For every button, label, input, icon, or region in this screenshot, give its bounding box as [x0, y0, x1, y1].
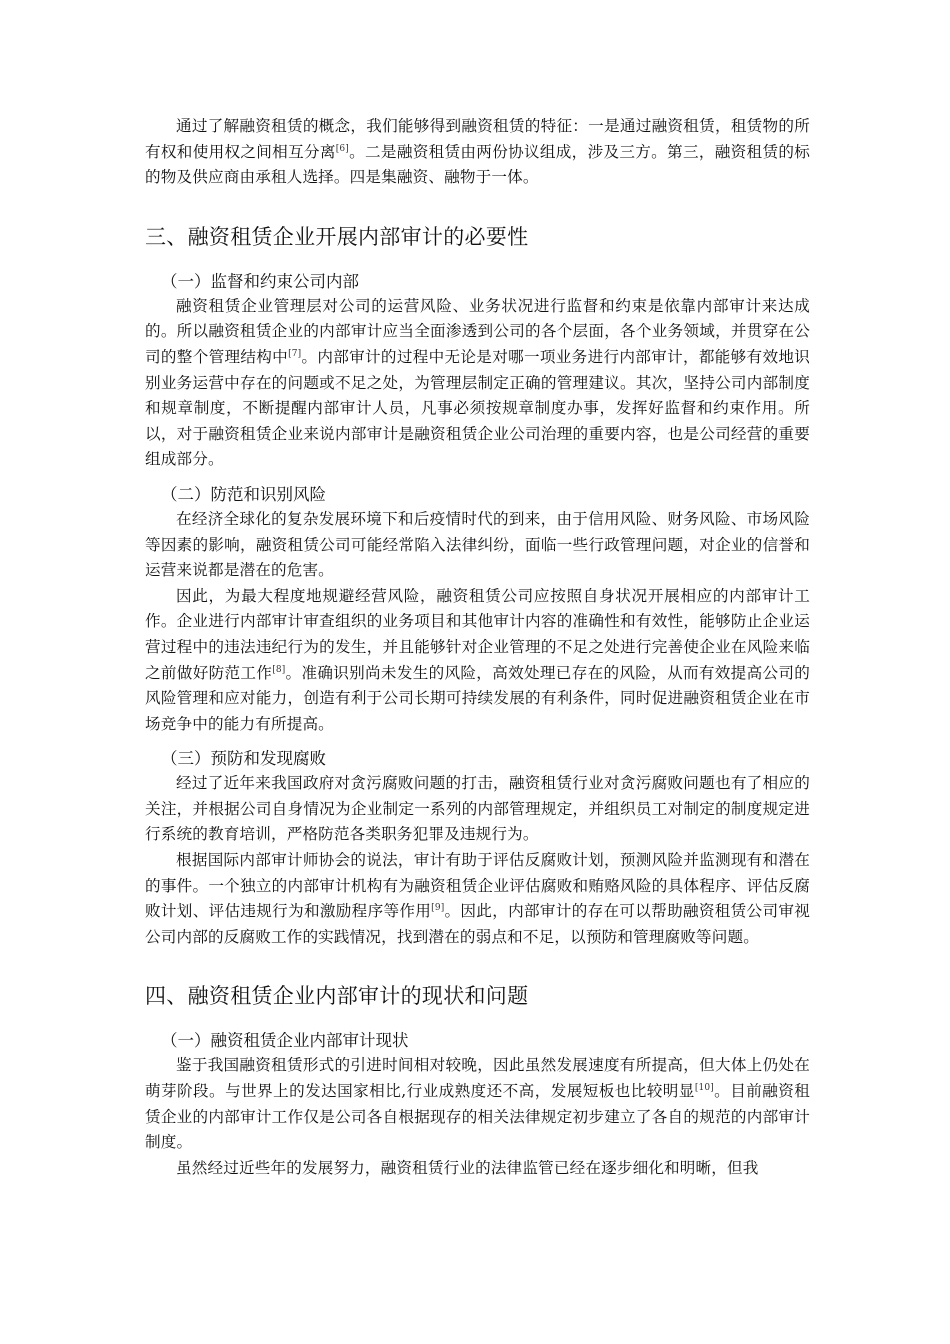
text-run: 融资租赁企业管理层对公司的运营风险、业务状况进行监督和约束是依靠内部审计来达成的。所以融资租赁企业的内部审计应当全面渗透到公司的各个层面，各个业务领域，并贯穿在公司的整个管理结构中 [145, 296, 810, 366]
body-paragraph: 经过了近年来我国政府对贪污腐败问题的打击，融资租赁行业对贪污腐败问题也有了相应的关注，并根据公司自身情况为企业制定一系列的内部管理规定，并组织员工对制定的制度规定进行系统的教育培训，严格防范各类职务犯罪及违规行为。 [145, 774, 810, 844]
subsection-heading: （三）预防和发现腐败 [161, 749, 326, 769]
text-run: 因此，为最大程度地规避经营风险，融资租赁公司应按照自身状况开展相应的内部审计工作。企业进行内部审计审查组织的业务项目和其他审计内容的准确性和有效性，能够防止企业运营过程中的违法违纪行为的发生，并且能够针对企业管理的不足之处进行完善使企业在风险来临之前做好防范工作 [145, 586, 810, 682]
body-paragraph [145, 848, 810, 950]
section-heading-4: 四、融资租赁企业内部审计的现状和问题 [145, 984, 529, 1009]
subsection-heading: （一）监督和约束公司内部 [161, 271, 359, 291]
text-run: 。准确识别尚未发生的风险，高效处理已存在的风险，从而有效提高公司的风险管理和应对能力，创造有利于公司长期可持续发展的有利条件，同时促进融资租赁企业在市场竞争中的能力有所提高。 [145, 663, 811, 733]
section-heading-3: 三、融资租赁企业开展内部审计的必要性 [145, 224, 529, 249]
citation-ref: [8] [272, 664, 286, 675]
text-run: 。因此，内部审计的存在可以帮助融资租赁公司审视公司内部的反腐败工作的实践情况，找到潜在的弱点和不足，以预防和管理腐败等问题。 [145, 902, 810, 946]
intro-paragraph [145, 114, 810, 191]
text-run: 。内部审计的过程中无论是对哪一项业务进行内部审计，都能够有效地识别业务运营中存在的问题或不足之处，为管理层制定正确的管理建议。其次，坚持公司内部制度和规章制度，不断提醒内部审计人员，凡事必须按规章制度办事，发挥好监督和约束作用。所以，对于融资租赁企业来说内部审计是融资租赁企业公司治理的重要内容，也是公司经营的重要组成部分。 [145, 347, 810, 469]
body-paragraph [145, 1053, 810, 1155]
text-run: 根据国际内部审计师协会的说法，审计有助于评估反腐败计划，预测风险并监测现有和潜在的事件。一个独立的内部审计机构有为融资租赁企业评估腐败和贿赂风险的具体程序、评估反腐败计划、评估违规行为和激励程序等作用 [145, 851, 810, 921]
text-run: 。二是融资租赁由两份协议组成，涉及三方。第三，融资租赁的标的物及供应商由承租人选择。四是集融资、融物于一体。 [145, 142, 810, 187]
text-run: 鉴于我国融资租赁形式的引进时间相对较晚，因此虽然发展速度有所提高，但大体上仍处在萌芽阶段。与世界上的发达国家相比,行业成熟度还不高，发展短板也比较明显 [145, 1056, 810, 1101]
document-page [145, 114, 810, 1181]
body-paragraph: 虽然经过近些年的发展努力，融资租赁行业的法律监管已经在逐步细化和明晰，但我 [176, 1158, 759, 1177]
subsection-heading: （一）融资租赁企业内部审计现状 [161, 1031, 409, 1051]
citation-ref: [6] [335, 143, 349, 154]
body-paragraph [145, 294, 810, 473]
citation-ref: [7] [288, 348, 302, 359]
body-paragraph: 在经济全球化的复杂发展环境下和后疫情时代的到来，由于信用风险、财务风险、市场风险等因素的影响，融资租赁公司可能经常陷入法律纠纷，面临一些行政管理问题，对企业的信誉和运营来说都是潜在的危害。 [145, 509, 810, 580]
text-run: 通过了解融资租赁的概念，我们能够得到融资租赁的特征：一是通过融资租赁，租赁物的所有权和使用权之间相互分离 [145, 117, 810, 161]
citation-ref: [9] [431, 903, 445, 914]
body-paragraph [145, 584, 810, 738]
text-run: 。目前融资租赁企业的内部审计工作仅是公司各自根据现存的相关法律规定初步建立了各自的规范的内部审计制度。 [145, 1082, 810, 1152]
citation-ref: [10] [694, 1083, 714, 1094]
subsection-heading: （二）防范和识别风险 [161, 484, 326, 504]
